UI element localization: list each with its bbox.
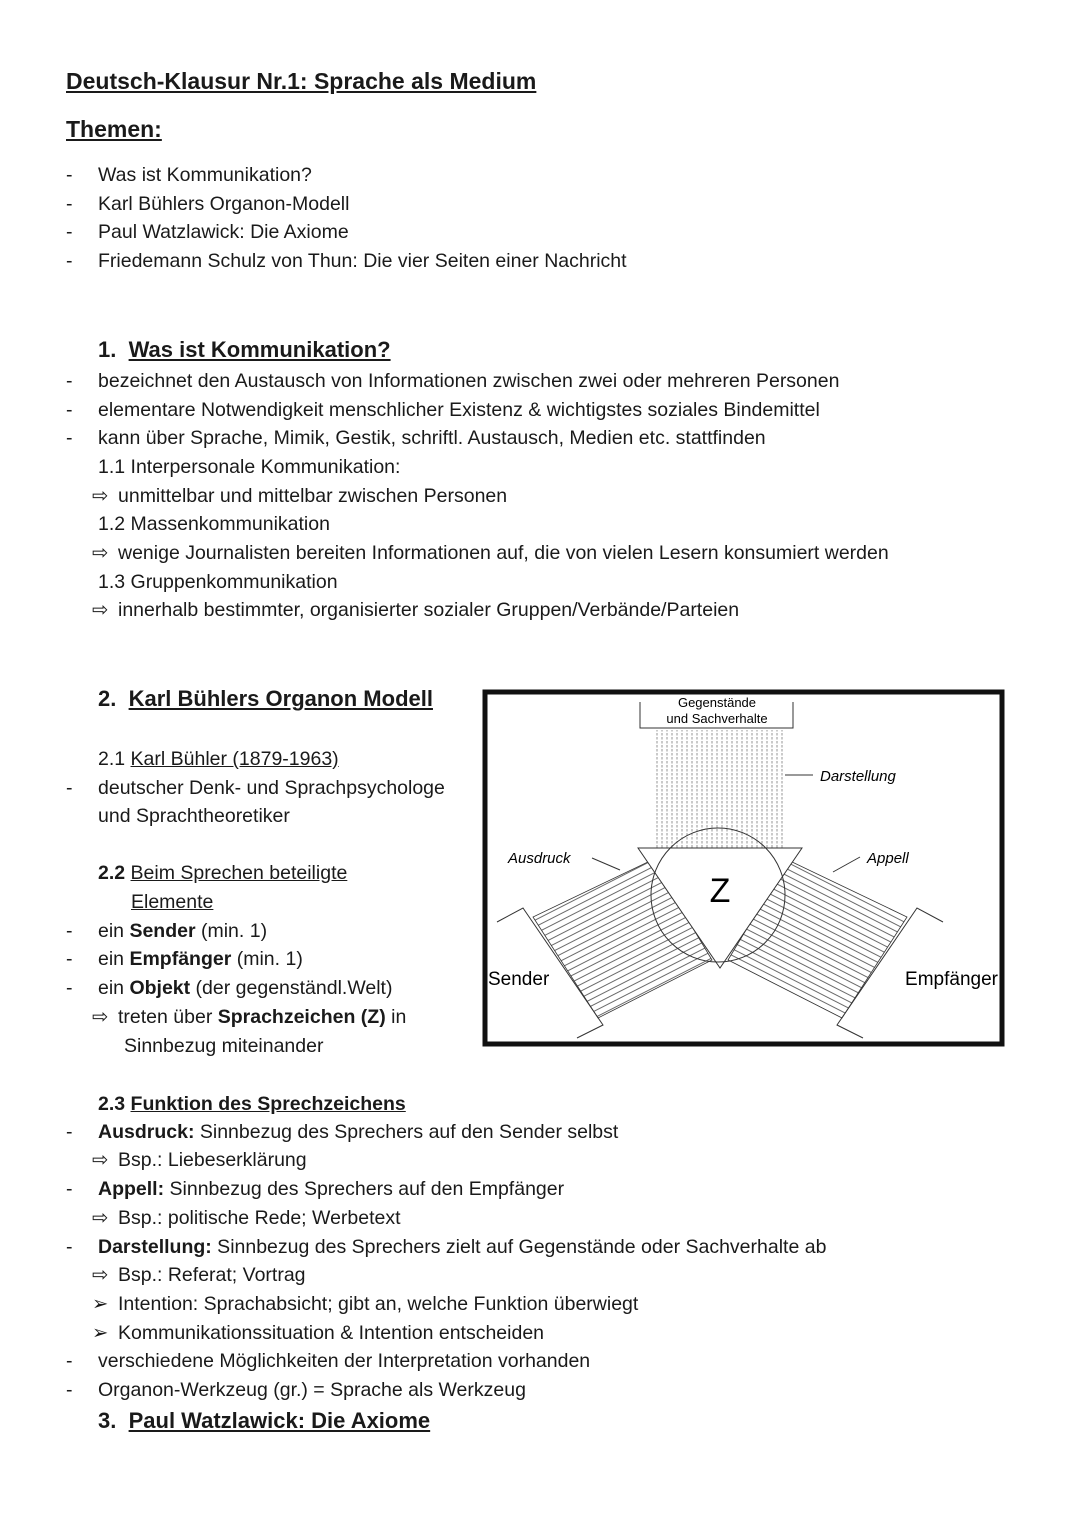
t: Sinnbezug des Sprechers zielt auf Gegenstände oder Sachverhalte ab [211, 1236, 827, 1258]
list-item [98, 918, 267, 944]
t: Kommunikationssituation & Intention entscheiden [118, 1322, 545, 1344]
t: Sprachzeichen (Z) [217, 1006, 386, 1028]
t: Darstellung: [98, 1236, 212, 1258]
dash: - [66, 977, 73, 999]
subsection-2-1 [98, 746, 339, 772]
arrow-text: innerhalb bestimmter, organisierter sozialer Gruppen/Verbände/Parteien [118, 599, 740, 621]
dash: - [66, 193, 73, 215]
bullet-item [92, 1291, 638, 1317]
section-number: 3. [98, 1408, 117, 1433]
arrow-icon: ⇨ [92, 599, 109, 621]
subsection-title: Beim Sprechen beteiligte [130, 862, 348, 884]
list-item: bezeichnet den Austausch von Informationen zwischen zwei oder mehreren Personen [98, 370, 840, 392]
darstellung-label: Darstellung [820, 768, 896, 785]
sign-label: Z [709, 872, 731, 910]
dash: - [66, 1236, 73, 1258]
arrow-item-cont: Sinnbezug miteinander [124, 1035, 324, 1057]
t: in [385, 1006, 407, 1028]
arrow-icon: ⇨ [92, 1149, 109, 1171]
section-2-heading [98, 686, 433, 712]
t: Objekt [129, 977, 191, 999]
t: Sinnbezug des Sprechers auf den Empfänger [164, 1178, 565, 1200]
dash: - [66, 1178, 73, 1200]
bullet-icon: ➢ [92, 1293, 109, 1315]
dash: - [66, 1379, 73, 1401]
receiver-label: Empfänger [905, 969, 998, 990]
dash: - [66, 1350, 73, 1372]
list-item [98, 946, 303, 972]
arrow-icon: ⇨ [92, 1264, 109, 1286]
subsection-2-2 [98, 860, 347, 886]
dash: - [66, 370, 73, 392]
dash: - [66, 221, 73, 243]
section-title: Paul Watzlawick: Die Axiome [128, 1408, 431, 1433]
arrow-item [92, 1205, 401, 1231]
section-1-heading [98, 337, 391, 363]
arrow-icon: ⇨ [92, 1207, 109, 1229]
arrow-item [92, 1147, 307, 1173]
t: Bsp.: Liebeserklärung [118, 1149, 307, 1171]
t: treten über [118, 1006, 218, 1028]
subsection-label: 1.3 Gruppenkommunikation [98, 571, 338, 593]
objects-label: und Sachverhalte [666, 711, 768, 726]
arrow-item [92, 1262, 306, 1288]
arrow-item [92, 597, 739, 623]
list-item [98, 1119, 618, 1145]
dash: - [66, 164, 73, 186]
list-item [98, 1176, 564, 1202]
arrow-icon: ⇨ [92, 542, 109, 564]
arrow-icon: ⇨ [92, 1006, 109, 1028]
subsection-number: 2.3 [98, 1093, 126, 1115]
list-item: verschiedene Möglichkeiten der Interpretation vorhanden [98, 1350, 591, 1372]
section-title: Karl Bühlers Organon Modell [128, 686, 433, 711]
t: ein [98, 948, 130, 970]
arrow-item [92, 483, 507, 509]
t: Appell: [98, 1178, 165, 1200]
list-item: kann über Sprache, Mimik, Gestik, schriftl. Austausch, Medien etc. stattfinden [98, 427, 766, 449]
section-title: Was ist Kommunikation? [128, 337, 391, 362]
subsection-title: Karl Bühler (1879-1963) [130, 748, 339, 770]
subsection-2-3 [98, 1091, 406, 1117]
topic-item: Karl Bühlers Organon-Modell [98, 193, 350, 215]
arrow-icon: ⇨ [92, 485, 109, 507]
t: ein [98, 977, 130, 999]
darstellung-rays [653, 730, 785, 848]
ausdruck-label: Ausdruck [508, 850, 571, 867]
dash: - [66, 427, 73, 449]
dash: - [66, 948, 73, 970]
topic-item: Paul Watzlawick: Die Axiome [98, 221, 349, 243]
dash: - [66, 250, 73, 272]
section-3-heading [98, 1408, 430, 1434]
subsection-title: Elemente [131, 891, 214, 913]
list-item-cont: und Sprachtheoretiker [98, 805, 290, 827]
section-number: 2. [98, 686, 117, 711]
dash: - [66, 399, 73, 421]
arrow-text: wenige Journalisten bereiten Informationen auf, die von vielen Lesern konsumiert werden [118, 542, 889, 564]
subsection-2-2-cont [131, 889, 213, 915]
t: (min. 1) [195, 920, 268, 942]
bullet-item [92, 1320, 544, 1346]
t: (der gegenständl.Welt) [190, 977, 393, 999]
t: Bsp.: Referat; Vortrag [118, 1264, 306, 1286]
organon-model-diagram [480, 685, 1010, 1050]
t: Empfänger [129, 948, 232, 970]
themen-heading: Themen: [66, 116, 162, 142]
list-item: Organon-Werkzeug (gr.) = Sprache als Werkzeug [98, 1379, 526, 1401]
t: (min. 1) [231, 948, 303, 970]
arrow-item [92, 1004, 406, 1030]
t: Sender [129, 920, 196, 942]
t: ein [98, 920, 130, 942]
objects-label: Gegenstände [677, 695, 757, 710]
sender-label: Sender [488, 969, 550, 990]
subsection-number: 2.2 [98, 862, 126, 884]
bullet-icon: ➢ [92, 1322, 109, 1344]
subsection-label: 1.1 Interpersonale Kommunikation: [98, 456, 401, 478]
document-title: Deutsch-Klausur Nr.1: Sprache als Medium [66, 68, 537, 94]
list-item: deutscher Denk- und Sprachpsychologe [98, 777, 445, 799]
arrow-text: unmittelbar und mittelbar zwischen Personen [118, 485, 508, 507]
subsection-title: Funktion des Sprechzeichens [130, 1093, 406, 1115]
list-item [98, 1234, 826, 1260]
section-number: 1. [98, 337, 117, 362]
appell-label: Appell [867, 850, 909, 867]
t: Ausdruck: [98, 1121, 195, 1143]
t: Sinnbezug des Sprechers auf den Sender selbst [194, 1121, 619, 1143]
subsection-label: 1.2 Massenkommunikation [98, 513, 330, 535]
topic-item: Friedemann Schulz von Thun: Die vier Seiten einer Nachricht [98, 250, 627, 272]
list-item [98, 975, 392, 1001]
list-item: elementare Notwendigkeit menschlicher Existenz & wichtigstes soziales Bindemittel [98, 399, 820, 421]
t: Bsp.: politische Rede; Werbetext [118, 1207, 401, 1229]
dash: - [66, 1121, 73, 1143]
t: Intention: Sprachabsicht; gibt an, welche Funktion überwiegt [118, 1293, 639, 1315]
dash: - [66, 777, 73, 799]
topic-item: Was ist Kommunikation? [98, 164, 312, 186]
subsection-number: 2.1 [98, 748, 126, 770]
dash: - [66, 920, 73, 942]
arrow-item [92, 540, 889, 566]
